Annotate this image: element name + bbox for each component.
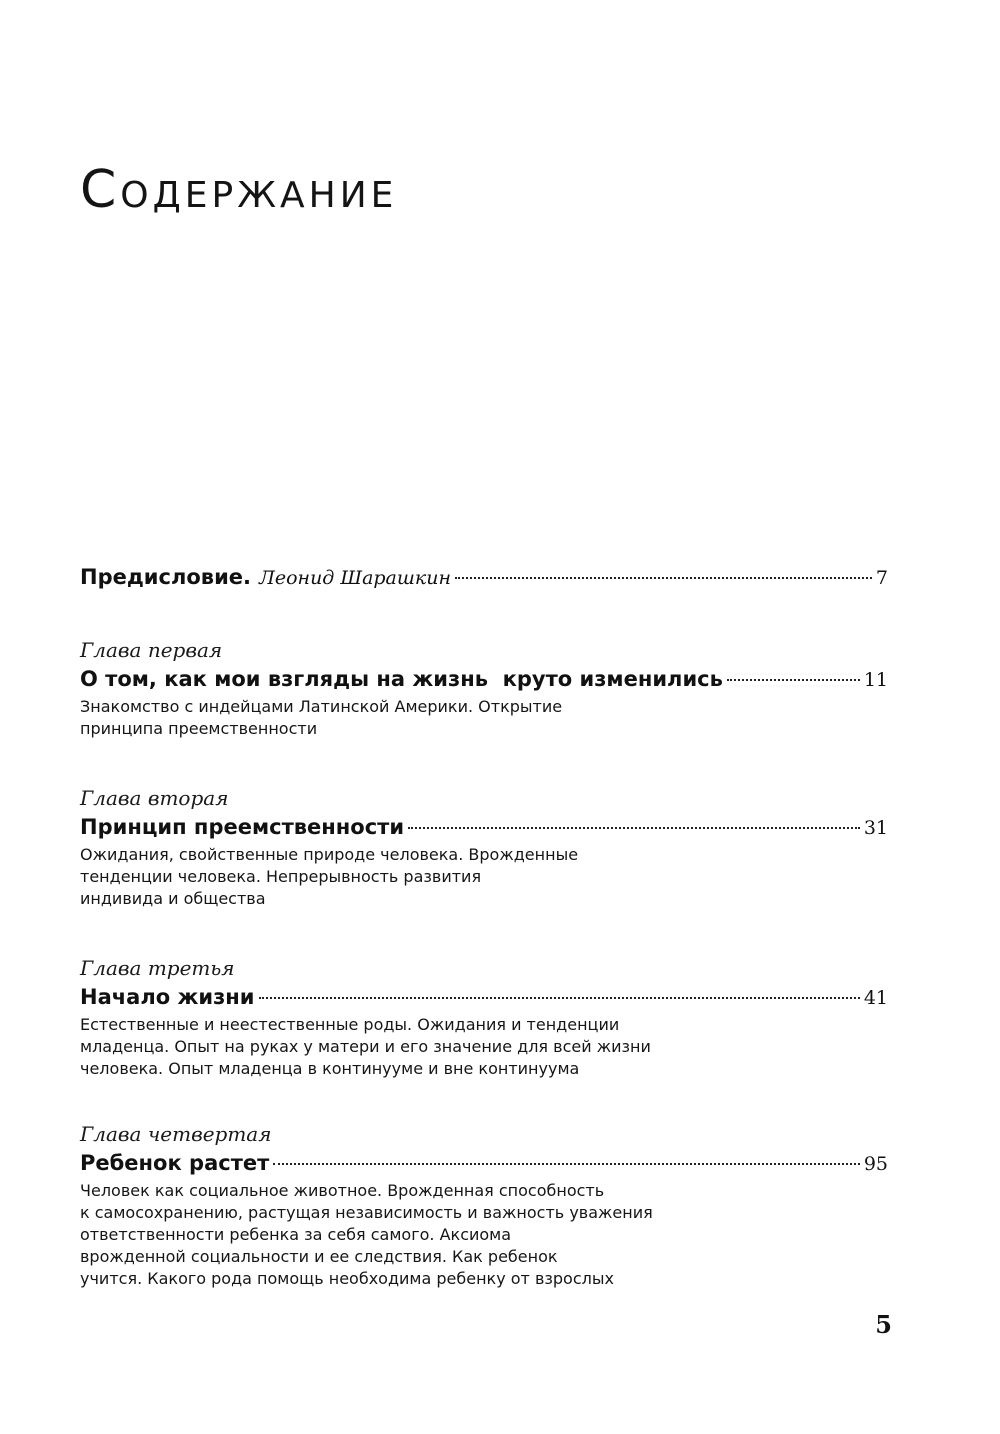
toc-page-number: 31: [863, 817, 888, 839]
toc-heading: Ребенок растет: [80, 1151, 270, 1175]
toc-heading-line[interactable]: [80, 1148, 888, 1178]
toc-heading-line[interactable]: [80, 562, 888, 592]
dot-leader: [408, 827, 860, 829]
toc-heading-line[interactable]: [80, 664, 888, 694]
toc-page-number: 95: [863, 1153, 888, 1175]
toc-entry-chapter-4: [80, 1120, 888, 1290]
dot-leader: [259, 997, 860, 999]
chapter-description: Человек как социальное животное. Врожденная способность к самосохранению, растущая независимость и важность уважения ответственности ребенка за себя самого. Аксиома врожденной социальности и ее следствия. Как ребенок учится. Какого рода помощь необходима ребенку от взрослых: [80, 1181, 653, 1288]
chapter-description: Естественные и неестественные роды. Ожидания и тенденции младенца. Опыт на руках у матери и его значение для всей жизни человека. Опыт младенца в континууме и вне континуума: [80, 1015, 651, 1078]
toc-entry-chapter-3: [80, 954, 888, 1080]
toc-author: Леонид Шарашкин: [259, 567, 451, 589]
chapter-description: Знакомство с индейцами Латинской Америки. Открытие принципа преемственности: [80, 697, 563, 738]
toc-heading: Начало жизни: [80, 985, 255, 1009]
toc-entry-preface: [80, 562, 888, 592]
chapter-description: Ожидания, свойственные природе человека. Врожденные тенденции человека. Непрерывность развития индивида и общества: [80, 845, 579, 908]
toc-page-number: 11: [863, 669, 888, 691]
dot-leader: [273, 1163, 860, 1165]
toc-heading: Предисловие.: [80, 565, 252, 589]
page-title: Содержание: [80, 160, 398, 220]
toc-heading-line[interactable]: [80, 812, 888, 842]
toc-page-number: 41: [863, 987, 888, 1009]
toc-page-number: 7: [875, 567, 888, 589]
chapter-label: Глава четвертая: [80, 1122, 272, 1146]
dot-leader: [727, 679, 860, 681]
chapter-label: Глава первая: [80, 638, 223, 662]
toc-heading-line[interactable]: [80, 982, 888, 1012]
toc-heading: О том, как мои взгляды на жизнь круто изменились: [80, 667, 723, 691]
chapter-label: Глава вторая: [80, 786, 229, 810]
chapter-label: Глава третья: [80, 956, 235, 980]
toc-entry-chapter-1: [80, 636, 888, 740]
dot-leader: [455, 577, 872, 579]
toc-heading: Принцип преемственности: [80, 815, 405, 839]
page-number: 5: [875, 1310, 892, 1339]
toc-entry-chapter-2: [80, 784, 888, 910]
